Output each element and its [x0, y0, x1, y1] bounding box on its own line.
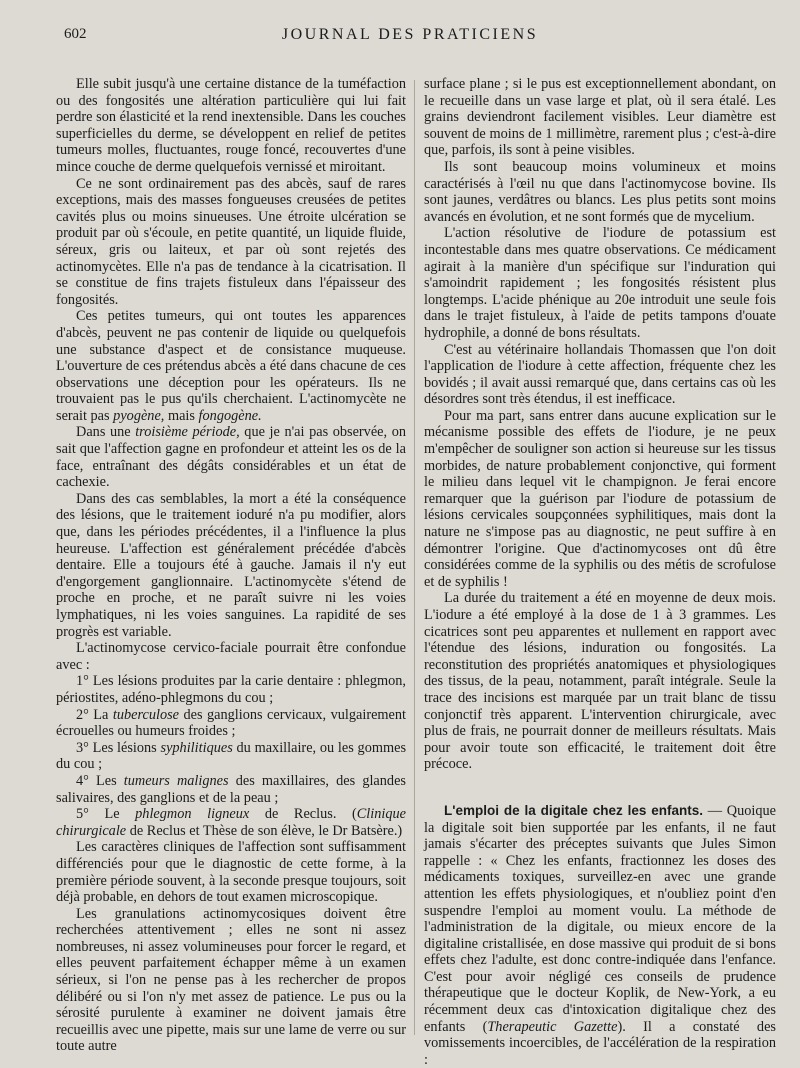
paragraph: Ces petites tumeurs, qui ont toutes les apparences d'abcès, peuvent ne pas contenir de liquide ou quelquefois une substance d'aspect et de consistance muqueuse. L'ouverture de ces prétendus abcès a été dans chacune de ces observations une déception pour les opérateurs. Ils ne trouvaient pas le pus qu'ils cherchaient. L'actinomycète ne serait pas pyogène, mais fongogène.: [56, 308, 406, 424]
list-item: 4° Les tumeurs malignes des maxillaires, des glandes salivaires, des ganglions et de la peau ;: [56, 772, 406, 806]
section-title: L'emploi de la digitale chez les enfants.: [444, 802, 704, 818]
running-title: JOURNAL DES PRATICIENS: [281, 26, 539, 43]
list-item: 3° Les lésions syphilitiques du maxillaire, ou les gommes du cou ;: [56, 739, 407, 773]
paragraph: Elle subit jusqu'à une certaine distance de la tuméfaction ou des fongosités une altération particulière qui lui fait perdre son élasticité et la rend inextensible. Dans les couches superficielles du derme, se développent en relief de petites tumeurs molles, fluctuantes, rouge foncé, recouvertes d'une mince couche de derme quelquefois vernissé et miroitant.: [56, 76, 406, 175]
right-column: [424, 76, 776, 1068]
paragraph: Les caractères cliniques de l'affection sont suffisamment différenciés pour que le diagnostic de cette forme, à la première période souvent, à la seconde presque toujours, soit déjà probable, en dehors de tout examen microscopique.: [56, 839, 406, 906]
section-paragraph: L'emploi de la digitale chez les enfants. — Quoique la digitale soit bien supportée par les enfants, il ne faut jamais s'écarter des préceptes suivants que Jules Simon rappelle : « Chez les enfants, fractionnez les doses des médicaments toxiques, surveillez-en avec une grande attention les effets physiologiques, et n'oubliez point d'en suspendre l'emploi au moment voulu. La méthode de l'administration de la digitale, ou mieux encore de la digitaline cristallisée, en dose massive qui produit de si bons effets chez l'adulte, est donc contre-indiquée dans l'enfance. C'est pour avoir négligé ces conseils de prudence thérapeutique que le docteur Koplik, de New-York, a eu récemment deux cas d'intoxication digitalique chez des enfants (Therapeutic Gazette). Il a constaté des vomissements incoercibles, de l'accélération de la respiration :: [424, 802, 776, 1068]
paragraph: surface plane ; si le pus est exceptionnellement abondant, on le recueille dans un vase large et plat, où il sera étalé. Les grains deviendront facilement visibles. Leur diamètre est souvent de moins de 1 millimètre, rarement plus ; c'est-à-dire que, parfois, ils sont à peine visibles.: [424, 76, 776, 159]
list-item: 5° Le phlegmon ligneux de Reclus. (Clinique chirurgicale de Reclus et Thèse de son élève, le Dr Batsère.): [56, 806, 407, 839]
page-number: 602: [64, 26, 87, 42]
column-divider: [414, 80, 415, 1035]
section-spacer: [424, 773, 776, 803]
paragraph: La durée du traitement a été en moyenne de deux mois. L'iodure a été employé à la dose de 1 à 3 grammes. Les cicatrices sont peu apparentes et nullement en rapport avec l'étendue des lésions, induration ou fongosités. La reconstitution des propriétés anatomiques et physiologiques des tissus, de la peau, notamment, paraît intégrale. Seule la trace des incisions est marquée par un trait blanc de tissu conjonctif très apparent. L'intervention chirurgicale, avec plus de frais, ne pourrait donner de meilleurs résultats. Mais pour avoir toute son efficacité, le traitement doit être précoce.: [424, 590, 776, 773]
paragraph: C'est au vétérinaire hollandais Thomassen que l'on doit l'application de l'iodure à cette affection, fréquente chez les bovidés ; il avait aussi remarqué que, dans certains cas où les désordres sont très étendus, il est inefficace.: [424, 341, 776, 408]
paragraph: Dans une troisième période, que je n'ai pas observée, on sait que l'affection gagne en profondeur et atteint les os de la face, entraînant des dégâts considérables et un état de cachexie.: [56, 424, 406, 491]
list-item: 1° Les lésions produites par la carie dentaire : phlegmon, périostites, adéno-phlegmons du cou ;: [56, 673, 406, 706]
paragraph: Dans des cas semblables, la mort a été la conséquence des lésions, que le traitement ioduré n'a pu modifier, alors que, dans les périodes précédentes, il a l'influence la plus heureuse. L'affection est généralement précédée d'abcès dentaire. Elle a toujours été à gauche. Jamais il n'y eut d'engorgement ganglionnaire. L'actinomycète s'étend de proche en proche, et ne paraît suivre ni les voies lymphatiques, ni les voies sanguines. La rapidité de ses progrès est variable.: [56, 490, 406, 640]
paragraph: Ce ne sont ordinairement pas des abcès, sauf de rares exceptions, mais des masses fongueuses creusées de petites cavités plus ou moins sinueuses. Une étroite ulcération se produit par où s'écoule, en petite quantité, un liquide fluide, séreux, gris ou laiteux, et par où sont rejetés des actinomycètes. Elle n'a pas de tendance à la cicatrisation. Il se constitue de fins trajets fistuleux dans l'épaisseur des fongosités.: [56, 175, 406, 308]
list-item: 2° La tuberculose des ganglions cervicaux, vulgairement écrouelles ou humeurs froides ;: [56, 706, 407, 740]
paragraph: L'action résolutive de l'iodure de potassium est incontestable dans mes quatre observations. Ce médicament agirait à la manière d'un spécifique sur l'induration qui s'amoindrit rapidement ; les fongosités résistent plus longtemps. L'acide phénique au 20e introduit une seule fois dans le trajet fistuleux, à l'aide de petits tampons d'ouate hydrophile, a donné de bons résultats.: [424, 225, 776, 341]
paragraph: L'actinomycose cervico-faciale pourrait être confondue avec :: [56, 640, 406, 673]
paragraph: Les granulations actinomycosiques doivent être recherchées attentivement ; elles ne sont ni assez nombreuses, ni assez volumineuses pour forcer le regard, et elles peuvent parfaitement échapper même à un examen sérieux, si l'on ne pense pas à les rechercher de propos délibéré ou si l'on n'y met assez de patience. Le pus ou la sérosité purulente à examiner ne doivent jamais être recueillis avec une pipette, mais sur une lame de verre ou sur toute autre: [56, 905, 406, 1055]
paragraph: Ils sont beaucoup moins volumineux et moins caractérisés à l'œil nu que dans l'actinomycose bovine. Ils sont jaunes, verdâtres ou blancs. Les plus petits sont moins avancés en évolution, et ne sont formés que de mycelium.: [424, 158, 776, 225]
left-column: [56, 76, 407, 1055]
paragraph: Pour ma part, sans entrer dans aucune explication sur le mécanisme possible des effets de l'iodure, je ne peux m'empêcher de souligner son action si heureuse sur les tissus morbides, de nature probablement conjonctive, qui forment le milieu dans lequel vit le champignon. Je ferai encore remarquer que la guérison par l'iodure de potassium de lésions cervicales soupçonnées syphilitiques, mais dont la nature ne s'impose pas au diagnostic, ne peut suffire à en démontrer l'origine. Que d'actinomycoses ont dû être considérées comme de la syphilis ou des métis de scrofulose et de syphilis !: [424, 407, 776, 590]
page-header: [40, 26, 780, 50]
